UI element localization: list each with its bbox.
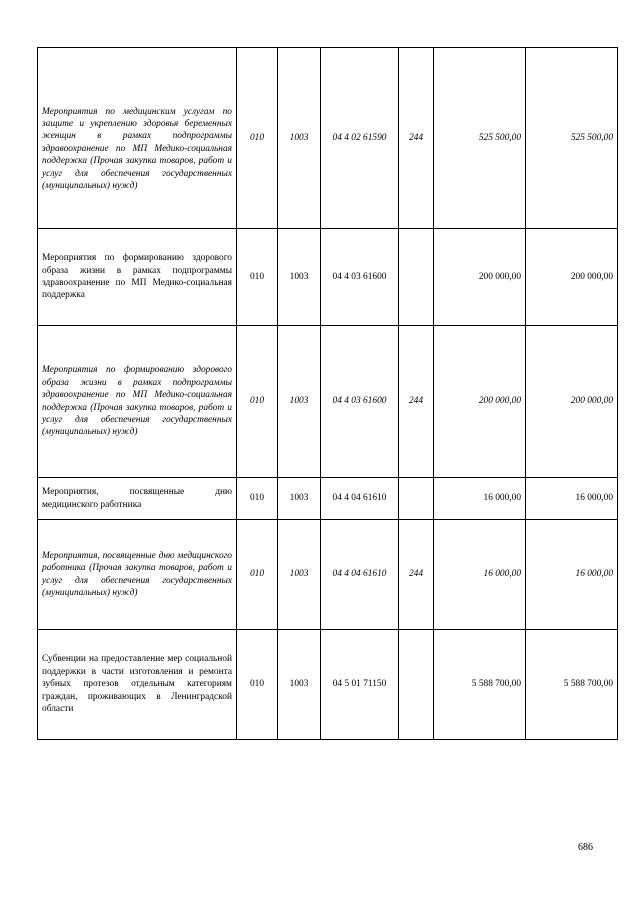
row-type: 244	[399, 48, 434, 229]
row-amount1: 16 000,00	[434, 520, 526, 630]
row-name: Мероприятия по формированию здорового образа жизни в рамках подпрограммы здравоохранение по МП Медико-социальная поддержка (Прочая закупка товаров, работ и услуг для обеспечения государственных (муниципальных) нужд)	[38, 326, 237, 478]
row-section: 1003	[278, 520, 321, 630]
row-section: 1003	[278, 630, 321, 740]
row-type: 244	[399, 326, 434, 478]
row-target: 04 4 03 61600	[321, 326, 399, 478]
row-target: 04 4 02 61590	[321, 48, 399, 229]
row-amount1: 200 000,00	[434, 326, 526, 478]
row-section: 1003	[278, 478, 321, 520]
table-row	[38, 229, 618, 326]
row-amount1: 525 500,00	[434, 48, 526, 229]
row-amount2: 5 588 700,00	[526, 630, 618, 740]
table-row	[38, 48, 618, 229]
row-target: 04 4 04 61610	[321, 520, 399, 630]
row-code: 010	[237, 229, 278, 326]
row-amount2: 16 000,00	[526, 520, 618, 630]
row-amount2: 200 000,00	[526, 326, 618, 478]
row-section: 1003	[278, 229, 321, 326]
row-target: 04 4 04 61610	[321, 478, 399, 520]
row-section: 1003	[278, 326, 321, 478]
row-section: 1003	[278, 48, 321, 229]
row-code: 010	[237, 326, 278, 478]
row-name: Субвенции на предоставление мер социальной поддержки в части изготовления и ремонта зубных протезов отдельным категориям граждан, проживающих в Ленинградской области	[38, 630, 237, 740]
row-name: Мероприятия, посвященные дню медицинского работника (Прочая закупка товаров, работ и услуг для обеспечения государственных (муниципальных) нужд)	[38, 520, 237, 630]
row-type	[399, 478, 434, 520]
page-number: 686	[578, 842, 593, 853]
table-row	[38, 478, 618, 520]
row-code: 010	[237, 630, 278, 740]
row-name: Мероприятия по медицинским услугам по защите и укреплению здоровья беременных женщин в рамках подпрограммы здравоохранение по МП Медико-социальная поддержка (Прочая закупка товаров, работ и услуг для обеспечения государственных (муниципальных) нужд)	[38, 48, 237, 229]
row-amount2: 200 000,00	[526, 229, 618, 326]
row-code: 010	[237, 478, 278, 520]
row-type: 244	[399, 520, 434, 630]
row-name: Мероприятия, посвященные дню медицинского работника	[38, 478, 237, 520]
row-amount1: 16 000,00	[434, 478, 526, 520]
row-target: 04 5 01 71150	[321, 630, 399, 740]
budget-table	[37, 47, 618, 740]
table-row	[38, 326, 618, 478]
row-code: 010	[237, 520, 278, 630]
row-amount1: 200 000,00	[434, 229, 526, 326]
row-amount2: 16 000,00	[526, 478, 618, 520]
row-amount1: 5 588 700,00	[434, 630, 526, 740]
table-row	[38, 630, 618, 740]
row-type	[399, 229, 434, 326]
row-name: Мероприятия по формированию здорового образа жизни в рамках подпрограммы здравоохранение по МП Медико-социальная поддержка	[38, 229, 237, 326]
row-amount2: 525 500,00	[526, 48, 618, 229]
row-type	[399, 630, 434, 740]
row-code: 010	[237, 48, 278, 229]
table-row	[38, 520, 618, 630]
row-target: 04 4 03 61600	[321, 229, 399, 326]
